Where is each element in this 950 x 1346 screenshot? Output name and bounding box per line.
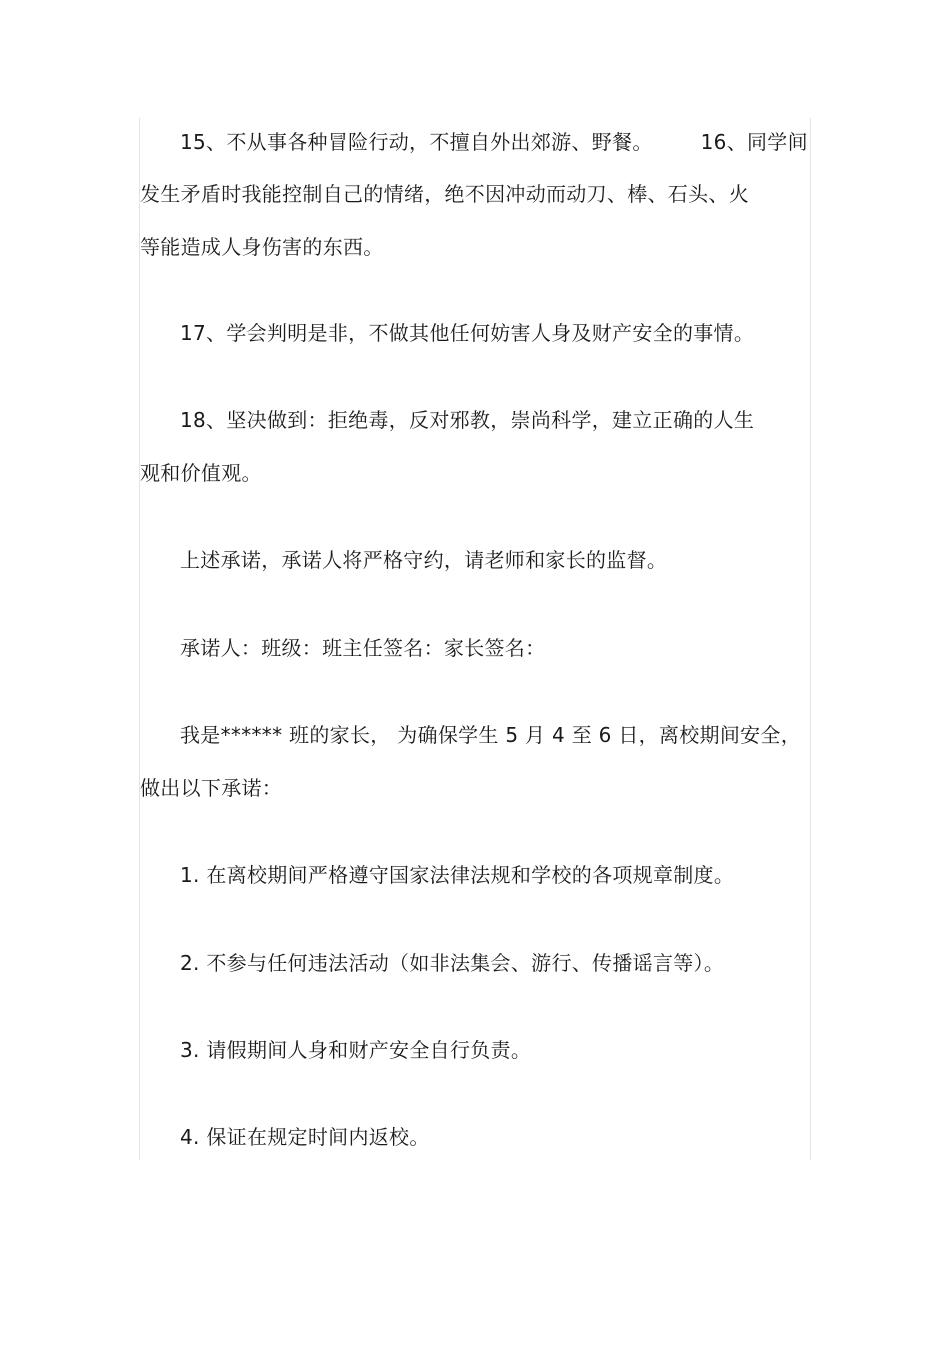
pledge-item-2: 2. 不参与任何违法活动（如非法集会、游行、传播谣言等）。 (180, 951, 725, 975)
pledge-item-4: 4. 保证在规定时间内返校。 (180, 1125, 430, 1149)
paragraph-15-line-1 (180, 128, 808, 156)
paragraph-16-line-3: 等能造成人身伤害的东西。 (140, 235, 384, 259)
parent-pledge-line-2: 做出以下承诺： (140, 776, 283, 800)
paragraph-18-line-2: 观和价值观。 (140, 461, 262, 485)
paragraph-18-line-1: 18、坚决做到：拒绝毒，反对邪教，崇尚科学，建立正确的人生 (180, 408, 755, 432)
parent-pledge-line-1: 我是****** 班的家长， 为确保学生 5 月 4 至 6 日，离校期间安全， (180, 723, 802, 747)
paragraph-16-line-2: 发生矛盾时我能控制自己的情绪，绝不因冲动而动刀、棒、石头、火 (140, 182, 749, 206)
pledge-item-1: 1. 在离校期间严格遵守国家法律法规和学校的各项规章制度。 (180, 863, 735, 887)
paragraph-16-start: 16、同学间 (700, 130, 808, 154)
paragraph-17: 17、学会判明是非，不做其他任何妨害人身及财产安全的事情。 (180, 321, 755, 345)
pledge-item-3: 3. 请假期间人身和财产安全自行负责。 (180, 1038, 532, 1062)
pledge-statement: 上述承诺，承诺人将严格守约，请老师和家长的监督。 (180, 548, 668, 572)
signature-line: 承诺人：班级：班主任签名：家长签名： (180, 636, 546, 660)
paragraph-15-text: 15、不从事各种冒险行动，不擅自外出郊游、野餐。 (180, 130, 653, 154)
